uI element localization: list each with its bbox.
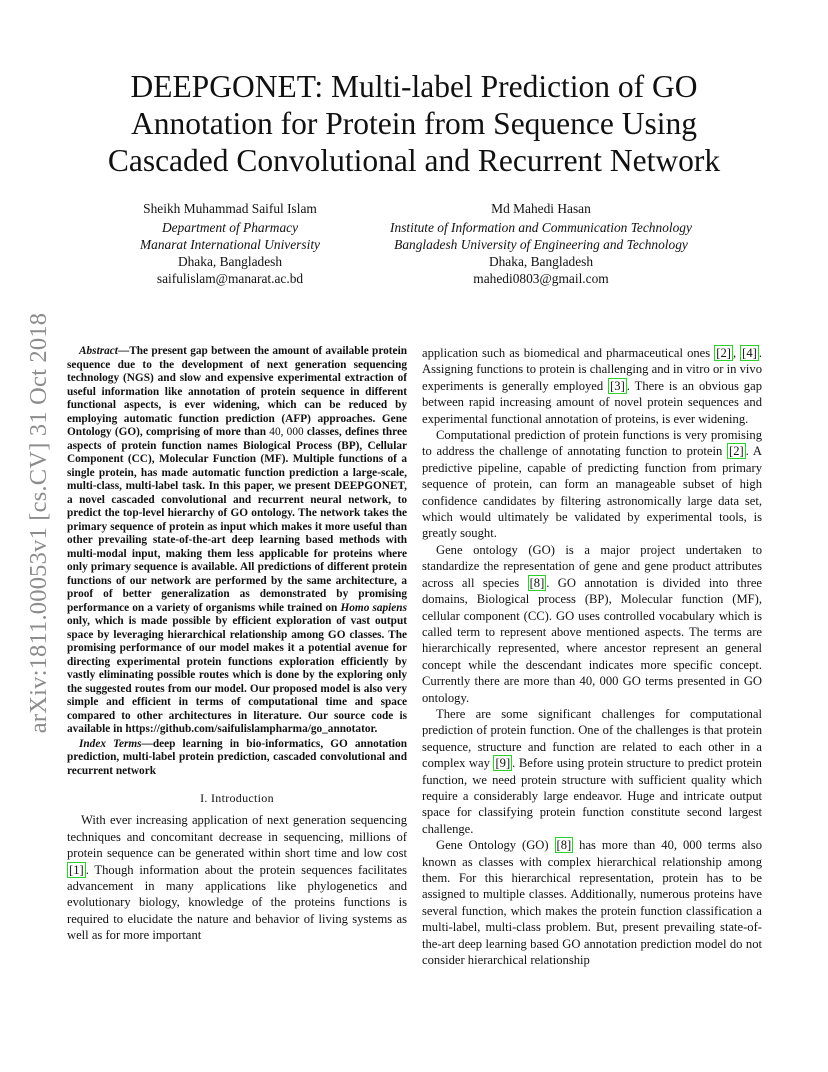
author-email: saifulislam@manarat.ac.bd [156,271,304,286]
citation-link[interactable]: [2] [729,444,744,459]
citation-link[interactable]: [2] [716,346,731,360]
citation-link[interactable]: [8] [556,838,572,853]
author-name: Sheikh Muhammad Saiful Islam [143,201,317,216]
paragraph: Gene Ontology (GO) [8] has more than 40, 000 terms also known as classes with complex hierarchical relationship among them. For this hierarchical representation, protein has to be assigned to multiple classes. Additionally, numerous proteins have several function, which makes the protein function classification a multi-label, multi-class problem. But, present prevailing state-of-the-art deep learning based GO annotation prediction model do not consider hierarchical relationship [422,838,763,968]
class-count: 40, 000 [269,426,304,438]
index-terms: Index Terms—deep learning in bio-informatics, GO annotation prediction, multi-label protein prediction, cascaded convolutional and recurrent network [67,737,408,777]
right-column [422,345,762,968]
citation-link[interactable]: [8] [529,575,545,590]
author-institution: Bangladesh University of Engineering and Technology [394,237,688,252]
author-name: Md Mahedi Hasan [491,201,591,216]
arxiv-side-label [21,288,57,758]
left-column [67,345,407,944]
arxiv-identifier: arXiv:1811.00053v1 [cs.CV] 31 Oct 2018 [25,312,53,734]
paper-title: DEEPGONET: Multi-label Prediction of GO Annotation for Protein from Sequence Using Cascaded Convolutional and Recurrent Network [107,69,721,178]
author-location: Dhaka, Bangladesh [177,254,283,269]
abstract-label: Abstract [79,345,118,357]
paragraph: Gene ontology (GO) is a major project undertaken to standardize the representation of gene and gene product attributes across all species [8] . GO annotation is divided into three domains, Biological process (BP), Molecular function (MF), cellular component (CC). GO uses controlled vocabulary which is called term to represent above mentioned aspects. The terms are hierarchically represented, where ancestor represent an general concept while the descendant indicates more specific concept. Currently there are more than 40, 000 GO terms presented in GO ontology. [422,542,763,705]
paragraph: There are some significant challenges for computational prediction of protein function. One of the challenges is that protein sequence, structure and function are related to each other in a complex way [9] . Before using protein structure to predict protein function, we need protein structure with sufficient quality which require a considerably large endeavor. Huge and intricate output space for classifying protein function constitute second largest challenge. [422,706,762,836]
organism-name: Homo sapiens [340,601,407,614]
index-terms-label: Index Terms [79,737,142,750]
citation-link[interactable]: [1] [69,862,84,877]
paragraph: application such as biomedical and pharmaceutical ones [2] , [4] . Assigning functions to protein is challenging and in vitro or in vivo experiments is generally employed [3] . There is an obvious gap between rapid increasing amount of novel protein sequences and experimental functional annotation of proteins, is ever widening. [422,346,763,426]
citation-link[interactable]: [9] [495,756,511,771]
intro-paragraph: With ever increasing application of next generation sequencing techniques and concomitant decrease in sequencing, millions of protein sequence can be generated within short time and low cost [1] . Though information about the protein sequences facilitates advancement in many applications like phylogenetics and evolutionary biology, knowledge of the proteins functions is required to elucidate the nature and behavior of living systems as well as for more important [67,813,407,943]
author-block-1 [104,200,356,287]
section-heading: I. Introduction [200,791,274,805]
author-affiliation: Institute of Information and Communication Technology [390,220,692,235]
author-email: mahedi0803@gmail.com [473,271,609,286]
citation-link[interactable]: [4] [742,346,757,360]
author-affiliation: Department of Pharmacy [161,220,299,235]
citation-link[interactable]: [3] [610,378,625,393]
author-institution: Manarat International University [139,237,320,252]
term-count: 40, 000 [661,838,702,853]
term-count: 40, 000 [579,674,619,689]
abstract: Abstract—The present gap between the amount of available protein sequence due to the development of next generation sequencing technology (NGS) and slow and expensive experimental extraction of useful information like annotation of protein sequence in different functional aspects, is ever widening, which can be reduced by employing automatic function prediction (AFP) approaches. Gene Ontology (GO), comprising of more than 40, 000 classes, defines three aspects of protein function names Biological Process (BP), Cellular Component (CC), Molecular Function (MF). Multiple functions of a single protein, has made automatic function prediction a large-scale, multi-class, multi-label task. In this paper, we present DEEPGONET, a novel cascaded convolutional and recurrent neural network, to predict the top-level hierarchy of GO ontology. The network takes the primary sequence of protein as input which makes it more useful than other prevailing state-of-the-art deep learning based methods with multi-modal input, making them less applicable for proteins where only primary sequence is available. All predictions of different protein functions of our network are performed by the same architecture, a proof of better generalization as demonstrated by promising performance on a variety of organisms while trained on Homo sapiens only, which is made possible by efficient exploration of vast output space by leveraging hierarchical relationship among GO classes. The promising performance of our model makes it a potential avenue for directing experimental protein functions exploration efficiently by vastly eliminating possible routes which is done by the exploring only the suggested routes from our model. Our proposed model is also very simple and efficient in terms of computational time and space compared to other architectures in literature. Our source code is available in https://github.com/saifulislampharma/go_annotator. [67,345,408,735]
paragraph: Computational prediction of protein functions is very promising to address the challenge of annotating function to protein [2] . A predictive pipeline, capable of predicting function from primary sequence of protein, can form an manageable subset of high confidence candidates by filtering astronomically large data set, which would ultimately be validated by experimental tools, is greatly sought. [422,428,762,541]
author-block-2 [356,200,726,287]
author-location: Dhaka, Bangladesh [488,254,594,269]
